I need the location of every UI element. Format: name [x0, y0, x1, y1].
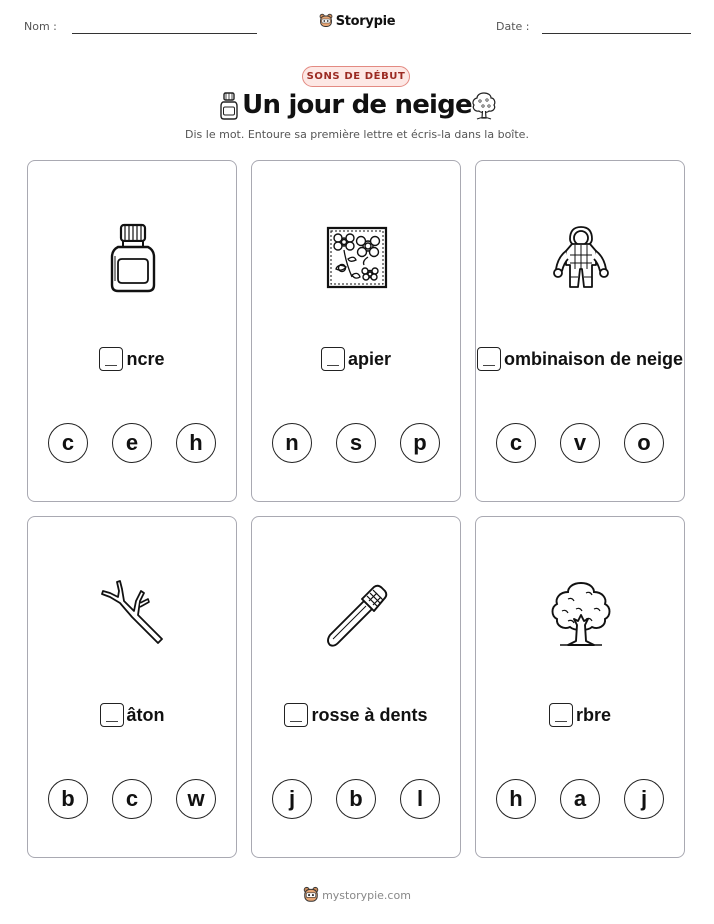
storypie-logo-icon — [319, 13, 333, 32]
letter-choice[interactable]: e — [112, 423, 152, 463]
exercise-card — [251, 160, 461, 502]
letter-choice[interactable]: c — [48, 423, 88, 463]
flower-fabric-icon — [322, 223, 392, 293]
answer-box[interactable] — [100, 703, 124, 727]
exercise-card — [475, 160, 685, 502]
word-ending: rbre — [575, 705, 611, 725]
word-row — [252, 703, 460, 727]
letter-choice[interactable]: b — [48, 779, 88, 819]
instructions: Dis le mot. Entoure sa première lettre et écris-la dans la boîte. — [185, 128, 529, 141]
letter-choices — [272, 423, 442, 465]
word-ending: âton — [126, 705, 165, 725]
letter-choices — [496, 779, 666, 821]
word-row — [252, 347, 460, 371]
word-ending: ncre — [126, 349, 165, 369]
footer — [0, 886, 714, 906]
snowsuit-icon — [546, 223, 616, 293]
letter-choice[interactable]: c — [112, 779, 152, 819]
letter-choice[interactable]: c — [496, 423, 536, 463]
exercise-card — [251, 516, 461, 858]
letter-choices — [496, 423, 666, 465]
tree-icon — [546, 579, 616, 649]
letter-choice[interactable]: l — [400, 779, 440, 819]
answer-box[interactable] — [321, 347, 345, 371]
word-ending: ombinaison de neige — [503, 349, 684, 369]
exercise-card — [27, 160, 237, 502]
letter-choices — [48, 779, 218, 821]
letter-choices — [272, 779, 442, 821]
category-badge: SONS DE DÉBUT — [302, 66, 410, 87]
date-line[interactable] — [542, 33, 691, 34]
snowy-tree-icon — [470, 90, 498, 127]
letter-choice[interactable]: h — [176, 423, 216, 463]
toothbrush-icon — [322, 579, 392, 649]
name-label: Nom : — [24, 20, 57, 33]
letter-choice[interactable]: o — [624, 423, 664, 463]
letter-choice[interactable]: a — [560, 779, 600, 819]
stick-icon — [98, 579, 168, 649]
answer-box[interactable] — [99, 347, 123, 371]
letter-choice[interactable]: j — [272, 779, 312, 819]
answer-box[interactable] — [284, 703, 308, 727]
exercise-card — [27, 516, 237, 858]
letter-choices — [48, 423, 218, 465]
brand — [0, 13, 714, 32]
answer-box[interactable] — [477, 347, 501, 371]
storypie-logo-icon — [303, 886, 319, 906]
word-ending: rosse à dents — [311, 705, 428, 725]
footer-url[interactable]: mystorypie.com — [322, 889, 411, 902]
word-row — [28, 347, 236, 371]
word-row — [28, 703, 236, 727]
word-row — [476, 703, 684, 727]
letter-choice[interactable]: w — [176, 779, 216, 819]
letter-choice[interactable]: b — [336, 779, 376, 819]
letter-choice[interactable]: s — [336, 423, 376, 463]
letter-choice[interactable]: n — [272, 423, 312, 463]
letter-choice[interactable]: h — [496, 779, 536, 819]
brand-name: Storypie — [335, 14, 396, 29]
word-row — [476, 347, 684, 371]
exercise-card — [475, 516, 685, 858]
letter-choice[interactable]: v — [560, 423, 600, 463]
answer-box[interactable] — [549, 703, 573, 727]
word-ending: apier — [347, 349, 392, 369]
letter-choice[interactable]: j — [624, 779, 664, 819]
name-line[interactable] — [72, 33, 257, 34]
letter-choice[interactable]: p — [400, 423, 440, 463]
date-label: Date : — [496, 20, 530, 33]
ink-bottle-icon — [98, 223, 168, 293]
page-title: Un jour de neige — [242, 90, 472, 120]
